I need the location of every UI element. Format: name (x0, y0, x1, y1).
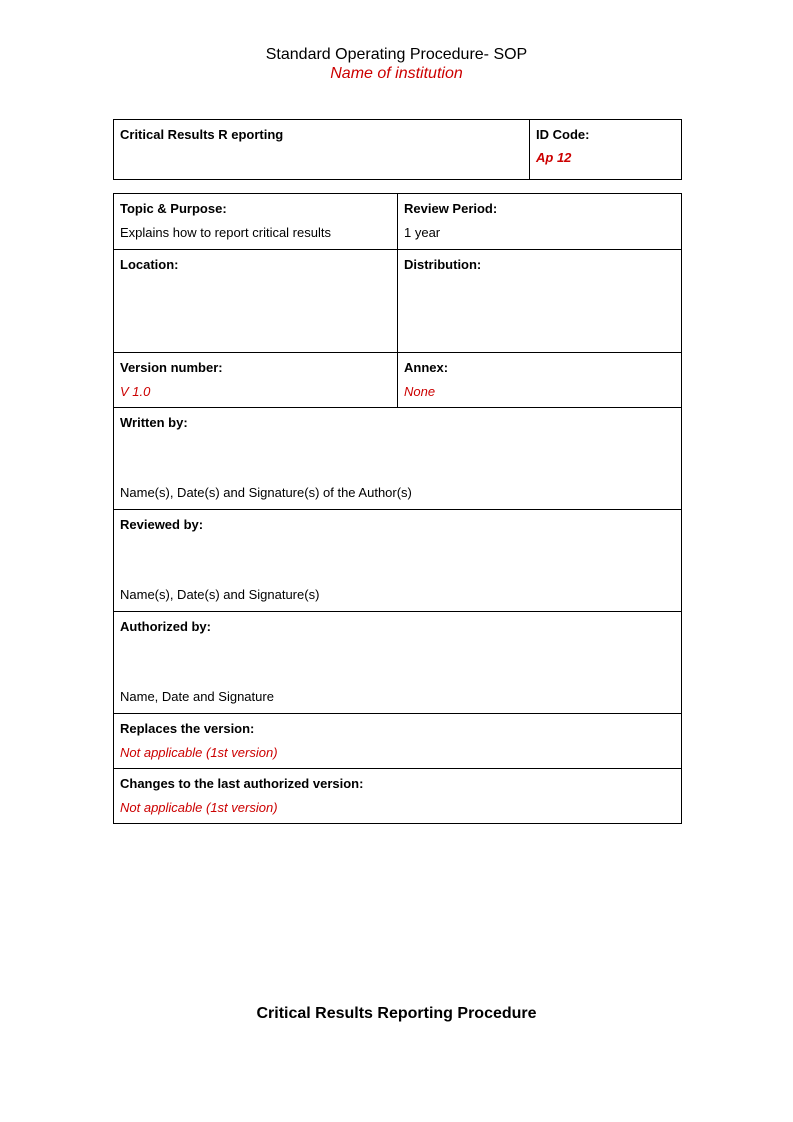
topic-review-row (114, 194, 681, 249)
id-code-value: Ap 12 (536, 150, 572, 165)
version-annex-row (114, 352, 681, 407)
annex-value: None (404, 384, 436, 399)
changes-row (114, 768, 681, 823)
written-by-row (114, 407, 681, 509)
review-value: 1 year (404, 225, 441, 240)
location-distribution-row (114, 249, 681, 352)
version-label: Version number: (120, 360, 223, 375)
annex-label: Annex: (404, 360, 449, 375)
replaces-version-label: Replaces the version: (120, 721, 255, 736)
replaces-version-value: Not applicable (1st version) (120, 745, 278, 760)
written-by-signature-hint: Name(s), Date(s) and Signature(s) of the Author(s) (120, 485, 412, 500)
annex-cell (398, 353, 681, 407)
topic-value: Explains how to report critical results (120, 225, 331, 240)
distribution-label: Distribution: (404, 257, 482, 272)
changes-label: Changes to the last authorized version: (120, 776, 364, 791)
procedure-title-cell (114, 120, 530, 179)
topic-cell (114, 194, 398, 249)
changes-value: Not applicable (1st version) (120, 800, 278, 815)
reviewed-by-signature-hint: Name(s), Date(s) and Signature(s) (120, 587, 320, 602)
version-value: V 1.0 (120, 384, 151, 399)
version-cell (114, 353, 398, 407)
sop-details-table (113, 193, 682, 824)
institution-name: Name of institution (330, 65, 463, 82)
replaces-version-row (114, 713, 681, 768)
review-label: Review Period: (404, 201, 498, 216)
review-cell (398, 194, 681, 249)
distribution-cell (398, 250, 681, 352)
title-box (113, 119, 682, 180)
id-code-label: ID Code: (536, 127, 590, 142)
location-label: Location: (120, 257, 179, 272)
topic-label: Topic & Purpose: (120, 201, 227, 216)
location-cell (114, 250, 398, 352)
procedure-title: Critical Results R eporting (120, 127, 284, 142)
procedure-footer-title: Critical Results Reporting Procedure (256, 1005, 537, 1022)
authorized-by-row (114, 611, 681, 713)
document-title: Standard Operating Procedure- SOP (265, 46, 528, 63)
id-code-cell (530, 120, 681, 179)
reviewed-by-label: Reviewed by: (120, 517, 204, 532)
reviewed-by-row (114, 509, 681, 611)
written-by-label: Written by: (120, 415, 188, 430)
authorized-by-signature-hint: Name, Date and Signature (120, 689, 274, 704)
authorized-by-label: Authorized by: (120, 619, 211, 634)
